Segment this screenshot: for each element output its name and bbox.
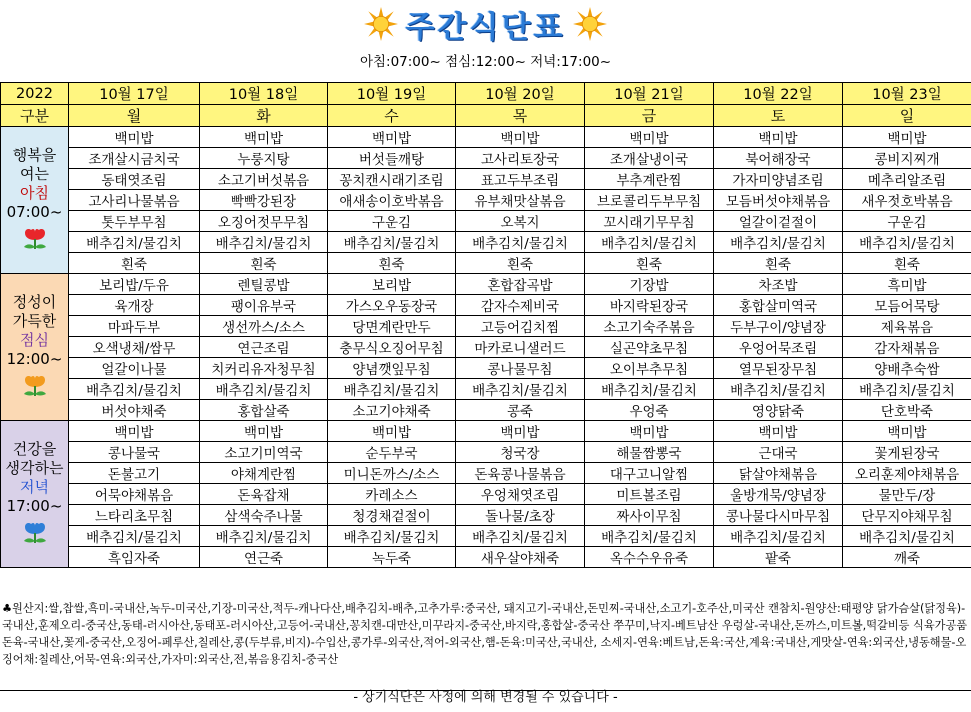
menu-cell: 새우살야채죽	[456, 547, 585, 568]
menu-cell: 꽁치캔시래기조림	[328, 169, 456, 190]
menu-cell: 콩비지찌개	[843, 148, 971, 169]
menu-body	[1, 127, 971, 568]
meal-label-line: 정성이	[12, 293, 57, 311]
menu-cell: 콩나물다시마무침	[714, 505, 843, 526]
menu-row	[1, 484, 971, 505]
menu-row	[1, 421, 971, 442]
meal-label-line: 가득한	[12, 312, 57, 330]
menu-row	[1, 526, 971, 547]
menu-cell: 배추김치/물김치	[328, 379, 456, 400]
origin-info: ♣원산지:쌀,찹쌀,흑미-국내산,녹두-미국산,기장-미국산,적두-캐나다산,배추김치-배추,고추가루:중국산, 돼지고기-국내산,돈민찌-국내산,소고기-호주산,미국산 캔참치-원양산:태평양 닭가슴살(닭정육)-국내산,훈제오리-중국산,동태-러시아산,동태포-러시아산,고등어-국내산,꽁치캔-대만산,미꾸라지-중국산,바지락,홍합살-중국산 쭈꾸미,낙지-베트남산 우렁살-국내산,돈까스,미트볼,떡갈비등 식육가공품 돈육-국내산,꽃게-중국산,오징어-페루산,칠레산,콩(두부류,비지)-수입산,콩가루-외국산,적어-외국산,햄-돈육:미국산,국내산, 소세지-연육:베트남,돈육:국산,계육:국내산,게맛살-연육:외국산,냉동해물-오징어채:칠레산,어묵-연육:외국산,가자미:외국산,전,볶음용김치-중국산	[0, 596, 971, 691]
menu-cell: 오리훈제야채볶음	[843, 463, 971, 484]
menu-cell: 오색냉채/쌈무	[69, 337, 200, 358]
menu-cell: 소고기숙주볶음	[585, 316, 714, 337]
menu-cell: 단호박죽	[843, 400, 971, 421]
menu-cell: 백미밥	[69, 421, 200, 442]
menu-cell: 차조밥	[714, 274, 843, 295]
menu-cell: 백미밥	[200, 127, 328, 148]
menu-cell: 소고기미역국	[200, 442, 328, 463]
menu-cell: 팽이유부국	[200, 295, 328, 316]
menu-cell: 백미밥	[585, 421, 714, 442]
menu-cell: 흰죽	[843, 253, 971, 274]
meal-time: 12:00~	[6, 350, 63, 368]
menu-cell: 치커리유자청무침	[200, 358, 328, 379]
menu-cell: 백미밥	[714, 127, 843, 148]
menu-cell: 느타리초무침	[69, 505, 200, 526]
menu-cell: 새우젓호박볶음	[843, 190, 971, 211]
menu-row	[1, 547, 971, 568]
menu-cell: 백미밥	[843, 421, 971, 442]
date-cell: 10월 23일	[843, 83, 971, 105]
menu-cell: 옥수수우유죽	[585, 547, 714, 568]
menu-cell: 배추김치/물김치	[714, 526, 843, 547]
menu-cell: 팥죽	[714, 547, 843, 568]
menu-row	[1, 442, 971, 463]
menu-cell: 배추김치/물김치	[585, 232, 714, 253]
menu-cell: 배추김치/물김치	[328, 232, 456, 253]
menu-cell: 영양닭죽	[714, 400, 843, 421]
menu-row	[1, 169, 971, 190]
menu-cell: 생선까스/소스	[200, 316, 328, 337]
menu-cell: 배추김치/물김치	[714, 232, 843, 253]
menu-cell: 양배추숙쌈	[843, 358, 971, 379]
menu-cell: 닭살야채볶음	[714, 463, 843, 484]
menu-row	[1, 337, 971, 358]
menu-cell: 콩죽	[456, 400, 585, 421]
menu-row	[1, 316, 971, 337]
menu-cell: 오이부추무침	[585, 358, 714, 379]
menu-cell: 울방개묵/양념장	[714, 484, 843, 505]
menu-cell: 꼬시래기무무침	[585, 211, 714, 232]
flower-icon	[20, 520, 50, 548]
date-cell: 10월 20일	[456, 83, 585, 105]
menu-cell: 충무식오징어무침	[328, 337, 456, 358]
menu-row	[1, 274, 971, 295]
menu-cell: 어묵야채볶음	[69, 484, 200, 505]
menu-cell: 빡빡강된장	[200, 190, 328, 211]
meal-name: 저녁	[20, 478, 49, 496]
menu-cell: 흰죽	[585, 253, 714, 274]
menu-row	[1, 127, 971, 148]
menu-cell: 두부구이/양념장	[714, 316, 843, 337]
menu-cell: 브로콜리두부무침	[585, 190, 714, 211]
menu-cell: 콩나물무침	[456, 358, 585, 379]
menu-cell: 가스오우동장국	[328, 295, 456, 316]
menu-row	[1, 190, 971, 211]
menu-cell: 오복지	[456, 211, 585, 232]
weekday-cell: 수	[328, 105, 456, 127]
menu-cell: 백미밥	[328, 127, 456, 148]
menu-cell: 버섯들깨탕	[328, 148, 456, 169]
menu-cell: 꽃게된장국	[843, 442, 971, 463]
menu-cell: 돈불고기	[69, 463, 200, 484]
section-label-cell: 구분	[1, 105, 69, 127]
menu-cell: 흰죽	[456, 253, 585, 274]
menu-cell: 마파두부	[69, 316, 200, 337]
menu-row	[1, 379, 971, 400]
meal-name: 점심	[20, 331, 49, 349]
menu-cell: 우엉죽	[585, 400, 714, 421]
menu-cell: 홍합살죽	[200, 400, 328, 421]
menu-row	[1, 232, 971, 253]
menu-row	[1, 505, 971, 526]
menu-cell: 육개장	[69, 295, 200, 316]
meal-name: 아침	[20, 184, 49, 202]
menu-cell: 열무된장무침	[714, 358, 843, 379]
date-cell: 10월 18일	[200, 83, 328, 105]
menu-cell: 배추김치/물김치	[69, 232, 200, 253]
menu-cell: 모듬어묵탕	[843, 295, 971, 316]
menu-cell: 연근조림	[200, 337, 328, 358]
menu-cell: 백미밥	[456, 127, 585, 148]
menu-cell: 양념깻잎무침	[328, 358, 456, 379]
weekday-cell: 일	[843, 105, 971, 127]
menu-cell: 콩나물국	[69, 442, 200, 463]
sun-icon	[364, 7, 398, 41]
meal-time: 17:00~	[6, 497, 63, 515]
menu-cell: 배추김치/물김치	[456, 526, 585, 547]
menu-row	[1, 211, 971, 232]
menu-cell: 조개살냉이국	[585, 148, 714, 169]
meal-label-line: 생각하는	[5, 459, 64, 477]
year-cell: 2022	[1, 83, 69, 105]
menu-cell: 대구고니알찜	[585, 463, 714, 484]
menu-cell: 미트볼조림	[585, 484, 714, 505]
weekday-cell: 화	[200, 105, 328, 127]
date-row	[1, 83, 971, 105]
menu-cell: 유부채맛살볶음	[456, 190, 585, 211]
menu-cell: 소고기버섯볶음	[200, 169, 328, 190]
menu-cell: 흰죽	[200, 253, 328, 274]
meal-time: 07:00~	[6, 203, 63, 221]
menu-row	[1, 400, 971, 421]
menu-cell: 백미밥	[714, 421, 843, 442]
menu-cell: 청국장	[456, 442, 585, 463]
menu-cell: 백미밥	[328, 421, 456, 442]
meal-label-line: 건강을	[12, 440, 57, 458]
menu-cell: 흰죽	[328, 253, 456, 274]
menu-cell: 돈육콩나물볶음	[456, 463, 585, 484]
menu-cell: 단무지야채무침	[843, 505, 971, 526]
menu-cell: 고등어김치찜	[456, 316, 585, 337]
menu-cell: 물만두/장	[843, 484, 971, 505]
menu-cell: 렌틸콩밥	[200, 274, 328, 295]
menu-cell: 배추김치/물김치	[843, 526, 971, 547]
weekday-cell: 목	[456, 105, 585, 127]
menu-cell: 구운김	[328, 211, 456, 232]
weekday-cell: 토	[714, 105, 843, 127]
date-cell: 10월 17일	[69, 83, 200, 105]
date-cell: 10월 21일	[585, 83, 714, 105]
menu-cell: 근대국	[714, 442, 843, 463]
menu-cell: 배추김치/물김치	[69, 379, 200, 400]
meal-label-line: 행복을	[12, 146, 57, 164]
menu-cell: 고사리토장국	[456, 148, 585, 169]
menu-cell: 미니돈까스/소스	[328, 463, 456, 484]
date-cell: 10월 19일	[328, 83, 456, 105]
menu-cell: 흑미밥	[843, 274, 971, 295]
weekday-row	[1, 105, 971, 127]
menu-table	[0, 82, 971, 568]
menu-cell: 청경채겉절이	[328, 505, 456, 526]
menu-cell: 모듬버섯야채볶음	[714, 190, 843, 211]
menu-cell: 톳두부무침	[69, 211, 200, 232]
menu-cell: 배추김치/물김치	[69, 526, 200, 547]
menu-cell: 버섯야채죽	[69, 400, 200, 421]
menu-cell: 얼갈이겉절이	[714, 211, 843, 232]
menu-cell: 연근죽	[200, 547, 328, 568]
menu-cell: 소고기야채죽	[328, 400, 456, 421]
menu-cell: 배추김치/물김치	[200, 232, 328, 253]
menu-cell: 삼색숙주나물	[200, 505, 328, 526]
flower-icon	[20, 373, 50, 401]
menu-cell: 우엉채엿조림	[456, 484, 585, 505]
menu-cell: 배추김치/물김치	[585, 379, 714, 400]
menu-cell: 백미밥	[200, 421, 328, 442]
menu-cell: 배추김치/물김치	[328, 526, 456, 547]
menu-cell: 흰죽	[714, 253, 843, 274]
menu-cell: 보리밥	[328, 274, 456, 295]
menu-cell: 배추김치/물김치	[585, 526, 714, 547]
menu-row	[1, 358, 971, 379]
flower-icon	[20, 226, 50, 254]
menu-cell: 백미밥	[585, 127, 714, 148]
menu-cell: 조개살시금치국	[69, 148, 200, 169]
menu-row	[1, 295, 971, 316]
menu-cell: 야채계란찜	[200, 463, 328, 484]
menu-cell: 배추김치/물김치	[200, 526, 328, 547]
menu-cell: 감자수제비국	[456, 295, 585, 316]
sun-icon	[573, 7, 607, 41]
menu-cell: 기장밥	[585, 274, 714, 295]
menu-row	[1, 463, 971, 484]
meal-label-cell	[1, 274, 69, 421]
menu-cell: 당면계란만두	[328, 316, 456, 337]
menu-cell: 배추김치/물김치	[714, 379, 843, 400]
menu-cell: 돈육잡채	[200, 484, 328, 505]
title-row	[0, 4, 971, 44]
menu-cell: 동태엿조림	[69, 169, 200, 190]
menu-row	[1, 253, 971, 274]
menu-cell: 제육볶음	[843, 316, 971, 337]
menu-cell: 누룽지탕	[200, 148, 328, 169]
menu-cell: 백미밥	[843, 127, 971, 148]
meal-label-cell	[1, 127, 69, 274]
menu-cell: 우엉어묵조림	[714, 337, 843, 358]
menu-cell: 해물짬뽕국	[585, 442, 714, 463]
menu-cell: 마카로니샐러드	[456, 337, 585, 358]
menu-cell: 배추김치/물김치	[456, 232, 585, 253]
header	[0, 0, 971, 82]
menu-cell: 부추계란찜	[585, 169, 714, 190]
menu-cell: 녹두죽	[328, 547, 456, 568]
menu-cell: 흑임자죽	[69, 547, 200, 568]
menu-row	[1, 148, 971, 169]
menu-cell: 카레소스	[328, 484, 456, 505]
menu-cell: 깨죽	[843, 547, 971, 568]
menu-cell: 오징어젓무무침	[200, 211, 328, 232]
weekday-cell: 월	[69, 105, 200, 127]
date-cell: 10월 22일	[714, 83, 843, 105]
menu-cell: 고사리나물볶음	[69, 190, 200, 211]
menu-cell: 보리밥/두유	[69, 274, 200, 295]
menu-cell: 홍합살미역국	[714, 295, 843, 316]
page-title: 주간식단표	[405, 10, 566, 45]
weekday-cell: 금	[585, 105, 714, 127]
menu-cell: 북어해장국	[714, 148, 843, 169]
menu-cell: 구운김	[843, 211, 971, 232]
menu-cell: 혼합잡곡밥	[456, 274, 585, 295]
menu-cell: 백미밥	[456, 421, 585, 442]
menu-cell: 감자채볶음	[843, 337, 971, 358]
menu-cell: 애새송이호박볶음	[328, 190, 456, 211]
menu-cell: 배추김치/물김치	[843, 379, 971, 400]
menu-cell: 바지락된장국	[585, 295, 714, 316]
meal-times: 아침:07:00~ 점심:12:00~ 저녁:17:00~	[359, 54, 612, 70]
meal-label-cell	[1, 421, 69, 568]
menu-cell: 흰죽	[69, 253, 200, 274]
menu-cell: 백미밥	[69, 127, 200, 148]
menu-cell: 배추김치/물김치	[843, 232, 971, 253]
menu-cell: 짜사이무침	[585, 505, 714, 526]
menu-cell: 순두부국	[328, 442, 456, 463]
menu-cell: 메추리알조림	[843, 169, 971, 190]
menu-cell: 배추김치/물김치	[200, 379, 328, 400]
meal-label-line: 여는	[20, 165, 49, 183]
menu-cell: 가자미양념조림	[714, 169, 843, 190]
menu-cell: 실곤약초무침	[585, 337, 714, 358]
menu-cell: 얼갈이나물	[69, 358, 200, 379]
menu-cell: 돌나물/초장	[456, 505, 585, 526]
menu-cell: 배추김치/물김치	[456, 379, 585, 400]
change-notice: - 상기식단은 사정에 의해 변경될 수 있습니다 -	[353, 690, 618, 705]
menu-cell: 표고두부조림	[456, 169, 585, 190]
